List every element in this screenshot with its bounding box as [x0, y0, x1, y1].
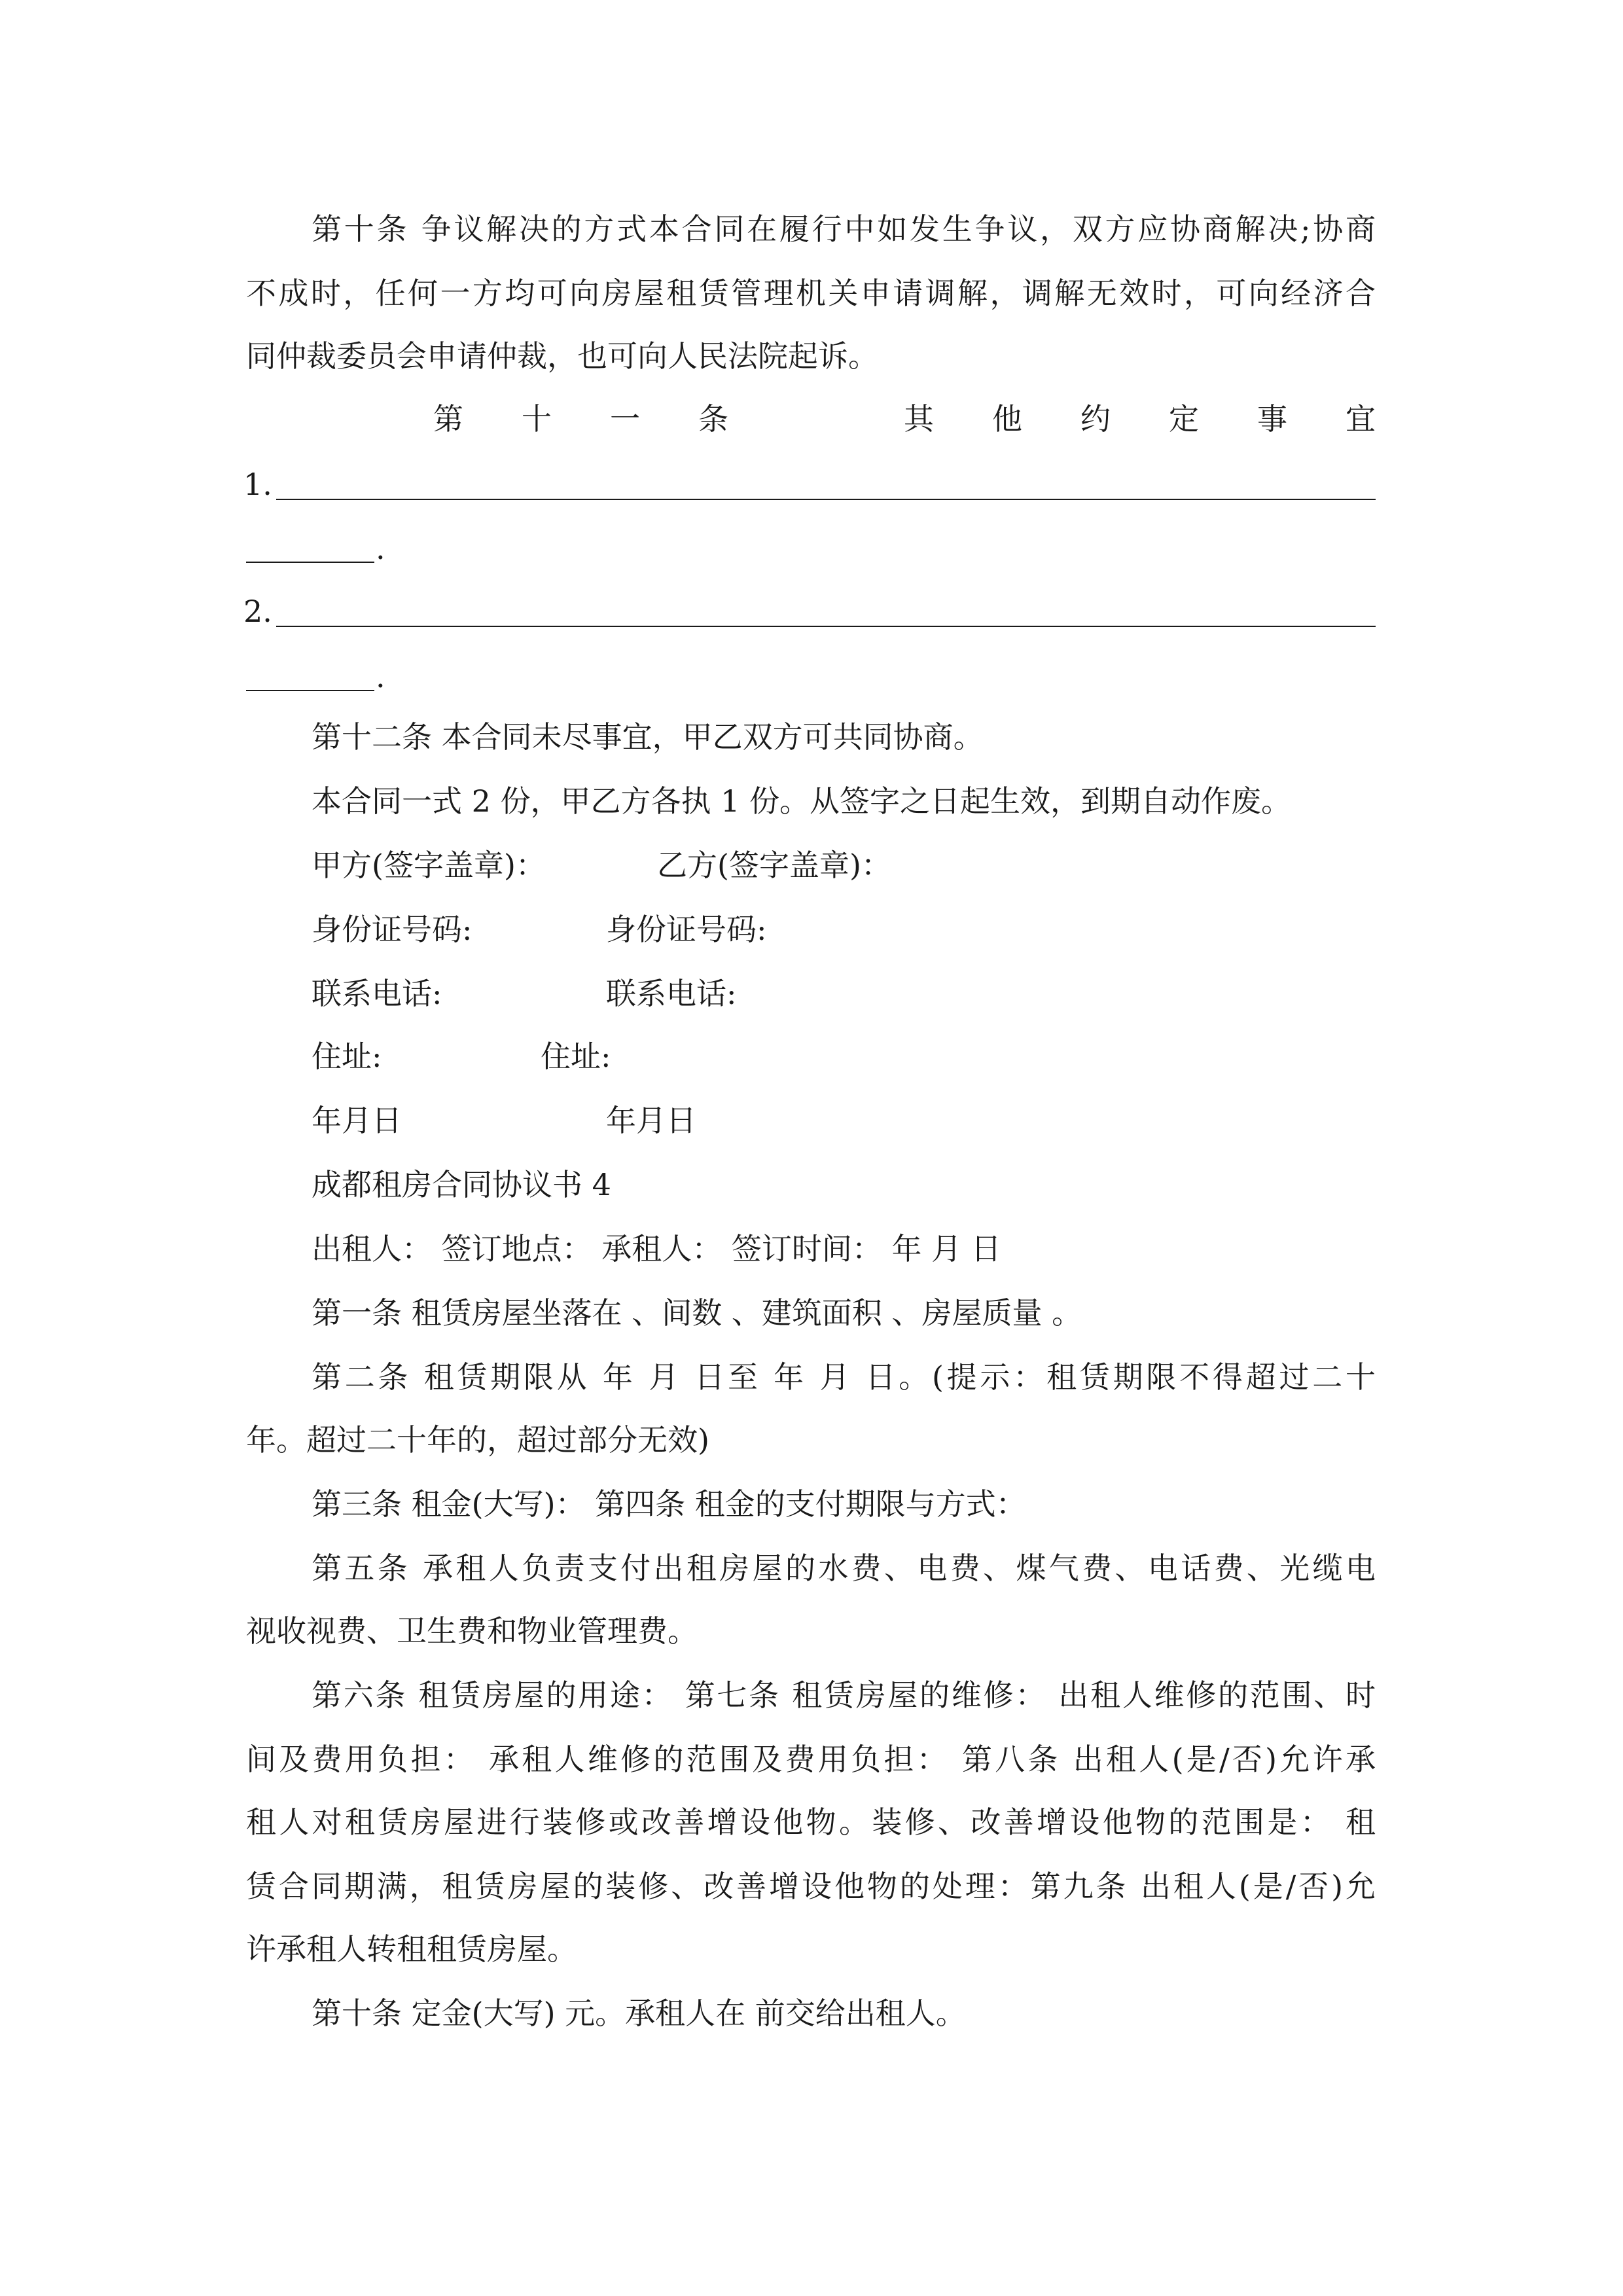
item1-label: 1.	[243, 467, 272, 502]
contract4-article2-line1: 第二条 租赁期限从 年 月 日至 年 月 日。(提示：租赁期限不得超过二十	[312, 1359, 1376, 1395]
party-a-signature: 甲方(签字盖章)：	[312, 848, 546, 883]
contract4-article6-line2: 间及费用负担： 承租人维修的范围及费用负担： 第八条 出租人(是/否)允许承	[246, 1742, 1376, 1777]
party-a-date: 年月日	[312, 1103, 402, 1138]
article11-char: 他	[992, 401, 1022, 437]
item1-period: .	[376, 531, 385, 566]
contract4-article6-line3: 租人对租赁房屋进行装修或改善增设他物。装修、改善增设他物的范围是： 租	[246, 1804, 1376, 1840]
article11-char: 第	[433, 401, 463, 437]
item2-label: 2.	[243, 594, 272, 629]
item2-period: .	[376, 659, 385, 694]
party-a-address: 住址:	[312, 1039, 382, 1074]
item1-blank-line-continued	[246, 562, 374, 563]
contract4-article2-line2: 年。超过二十年的，超过部分无效)	[246, 1422, 709, 1458]
party-a-id: 身份证号码:	[312, 912, 473, 947]
article10-line3: 同仲裁委员会申请仲裁，也可向人民法院起诉。	[246, 338, 878, 374]
party-b-date: 年月日	[606, 1103, 696, 1138]
article11-char: 一	[610, 401, 640, 437]
article11-char: 定	[1169, 401, 1199, 437]
contract4-article10: 第十条 定金(大写) 元。承租人在 前交给出租人。	[312, 1996, 966, 2031]
article11-heading	[433, 399, 1376, 439]
article11-char: 约	[1080, 401, 1111, 437]
contract4-article3: 第三条 租金(大写)： 第四条 租金的支付期限与方式：	[312, 1486, 1026, 1522]
article11-char: 其	[904, 401, 934, 437]
contract4-article6-line5: 许承租人转租租赁房屋。	[246, 1931, 577, 1967]
article10-line2: 不成时，任何一方均可向房屋租赁管理机关申请调解，调解无效时，可向经济合	[246, 276, 1376, 311]
article12: 第十二条 本合同未尽事宜，甲乙双方可共同协商。	[312, 719, 984, 755]
party-b-phone: 联系电话:	[606, 976, 737, 1011]
copies-clause: 本合同一式 2 份，甲乙方各执 1 份。从签字之日起生效，到期自动作废。	[312, 783, 1292, 819]
contract4-title: 成都租房合同协议书 4	[312, 1167, 611, 1202]
article11-char: 条	[698, 401, 728, 437]
contract4-article6-line4: 赁合同期满，租赁房屋的装修、改善增设他物的处理：第九条 出租人(是/否)允	[246, 1869, 1376, 1904]
article10-line1: 第十条 争议解决的方式本合同在履行中如发生争议，双方应协商解决;协商	[312, 211, 1376, 247]
party-b-address: 住址:	[541, 1039, 611, 1074]
party-b-signature: 乙方(签字盖章)：	[657, 848, 891, 883]
party-b-id: 身份证号码:	[606, 912, 767, 947]
item1-blank-line	[276, 499, 1376, 500]
party-a-phone: 联系电话:	[312, 976, 442, 1011]
contract4-article5-line1: 第五条 承租人负责支付出租房屋的水费、电费、煤气费、电话费、光缆电	[312, 1551, 1376, 1586]
contract4-article1: 第一条 租赁房屋坐落在 、间数 、建筑面积 、房屋质量 。	[312, 1295, 1082, 1331]
contract4-article5-line2: 视收视费、卫生费和物业管理费。	[246, 1613, 698, 1649]
item2-blank-line-continued	[246, 690, 374, 691]
article11-char: 事	[1257, 401, 1287, 437]
item2-blank-line	[276, 626, 1376, 627]
contract4-article6-line1: 第六条 租赁房屋的用途： 第七条 租赁房屋的维修： 出租人维修的范围、时	[312, 1677, 1376, 1713]
article11-char: 十	[522, 401, 552, 437]
contract4-header: 出租人： 签订地点： 承租人： 签订时间： 年 月 日	[312, 1231, 1001, 1266]
article11-char: 宜	[1346, 401, 1376, 437]
